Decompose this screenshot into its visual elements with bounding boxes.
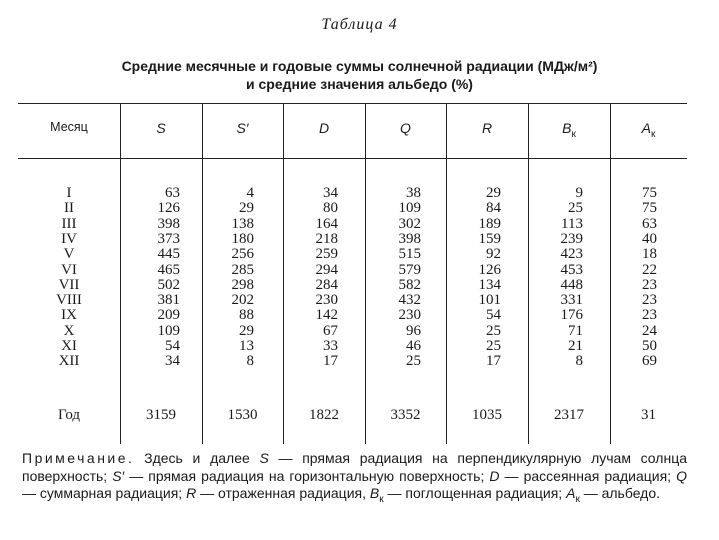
d-cell: 33 xyxy=(323,338,338,354)
d-cell: 294 xyxy=(315,261,338,278)
total-q: 3352 xyxy=(390,407,421,423)
q-cell: 398 xyxy=(398,230,421,247)
total-d: 1822 xyxy=(309,407,339,423)
table-note: Примечание. Здесь и далее S — прямая радиация на перпендикулярную лучам солнца поверхность; S′ — прямая радиация на горизонтальную поверхность; D — рассеянная радиация; Q — суммарная радиация; R — отраженная радиация, $B_к$ — поглощенная радиация; $A_к$ — альбедо. xyxy=(22,450,687,505)
r-cell: 29 xyxy=(486,185,501,201)
d-cell: 34 xyxy=(323,185,338,201)
month-cell: II xyxy=(64,200,74,217)
d-cell: 17 xyxy=(323,353,338,370)
a-cell: 75 xyxy=(642,185,657,201)
s-prime-cell: 256 xyxy=(231,246,254,263)
a-cell: 63 xyxy=(642,215,657,232)
d-cell: 164 xyxy=(315,215,338,232)
s-prime-cell: 202 xyxy=(231,292,254,309)
table-row xyxy=(0,247,719,262)
s-cell: 63 xyxy=(165,185,180,201)
table-title-line-2: и средние значения альбедо (%) xyxy=(246,76,473,92)
table-row xyxy=(0,232,719,247)
s-prime-cell: 29 xyxy=(239,200,254,217)
month-cell: XII xyxy=(58,353,80,370)
r-cell: 54 xyxy=(486,307,501,324)
month-cell: IX xyxy=(61,307,77,324)
s-cell: 502 xyxy=(157,276,180,293)
table-row xyxy=(0,278,719,293)
header-b: $B_к$ xyxy=(562,120,576,140)
month-cell: VII xyxy=(58,276,80,293)
d-cell: 80 xyxy=(323,200,338,217)
d-cell: 67 xyxy=(323,322,338,339)
month-cell: I xyxy=(66,185,72,201)
s-cell: 126 xyxy=(157,200,180,217)
r-cell: 92 xyxy=(486,246,501,263)
header-s: S xyxy=(156,120,166,136)
a-cell: 23 xyxy=(642,292,657,309)
s-cell: 445 xyxy=(157,246,180,263)
total-b: 2317 xyxy=(554,407,584,423)
s-cell: 54 xyxy=(165,338,180,354)
s-prime-cell: 88 xyxy=(239,307,254,324)
d-cell: 218 xyxy=(315,230,338,247)
month-cell: VI xyxy=(61,261,77,278)
s-prime-cell: 180 xyxy=(231,230,254,247)
q-cell: 515 xyxy=(398,246,421,263)
table-row xyxy=(0,354,719,369)
s-cell: 373 xyxy=(157,230,180,247)
table-row xyxy=(0,186,719,201)
header-a: $A_к$ xyxy=(641,120,656,140)
q-cell: 25 xyxy=(406,353,421,370)
a-cell: 69 xyxy=(642,353,657,370)
month-cell: XI xyxy=(61,338,77,354)
b-cell: 21 xyxy=(568,338,583,354)
a-cell: 75 xyxy=(642,200,657,217)
b-cell: 176 xyxy=(560,307,583,324)
s-cell: 381 xyxy=(157,292,180,309)
s-prime-cell: 298 xyxy=(231,276,254,293)
d-cell: 284 xyxy=(315,276,338,293)
total-row xyxy=(0,408,719,423)
s-cell: 398 xyxy=(157,215,180,232)
r-cell: 126 xyxy=(478,261,501,278)
s-prime-cell: 29 xyxy=(239,322,254,339)
q-cell: 302 xyxy=(398,215,421,232)
s-cell: 34 xyxy=(165,353,180,370)
total-label: Год xyxy=(57,407,81,423)
r-cell: 189 xyxy=(478,215,501,232)
table-top-rule xyxy=(18,103,687,104)
month-cell: III xyxy=(61,215,77,232)
r-cell: 25 xyxy=(486,338,501,354)
month-cell: VIII xyxy=(56,292,82,309)
table-row xyxy=(0,263,719,278)
q-cell: 46 xyxy=(406,338,421,354)
q-cell: 38 xyxy=(406,185,421,201)
header-month: Месяц xyxy=(50,120,88,134)
table-row xyxy=(0,201,719,216)
b-cell: 453 xyxy=(560,261,583,278)
month-cell: IV xyxy=(61,230,77,247)
q-cell: 432 xyxy=(398,292,421,309)
total-s-prime: 1530 xyxy=(227,407,258,423)
s-prime-cell: 285 xyxy=(231,261,254,278)
table-row xyxy=(0,217,719,232)
d-cell: 230 xyxy=(315,292,338,309)
s-cell: 109 xyxy=(157,322,180,339)
header-s-prime: S′ xyxy=(236,120,249,136)
total-a: 31 xyxy=(641,407,656,423)
b-cell: 71 xyxy=(568,322,583,339)
b-cell: 239 xyxy=(560,230,583,247)
table-header-rule xyxy=(18,158,687,159)
a-cell: 50 xyxy=(642,338,657,354)
month-cell: V xyxy=(63,246,75,263)
table-caption: Таблица 4 xyxy=(321,16,398,33)
a-cell: 24 xyxy=(642,322,657,339)
q-cell: 109 xyxy=(398,200,421,217)
b-cell: 448 xyxy=(560,276,583,293)
a-cell: 40 xyxy=(642,230,657,247)
b-cell: 113 xyxy=(561,215,583,232)
s-prime-cell: 4 xyxy=(246,185,254,201)
b-cell: 9 xyxy=(575,185,583,201)
q-cell: 230 xyxy=(398,307,421,324)
s-prime-cell: 13 xyxy=(239,338,254,354)
s-cell: 465 xyxy=(157,261,180,278)
table-row xyxy=(0,293,719,308)
table-row xyxy=(0,308,719,323)
b-cell: 8 xyxy=(575,353,583,370)
d-cell: 142 xyxy=(315,307,338,324)
b-cell: 25 xyxy=(568,200,583,217)
header-r: R xyxy=(481,120,493,136)
total-r: 1035 xyxy=(472,407,502,423)
r-cell: 84 xyxy=(486,200,501,217)
q-cell: 96 xyxy=(406,322,421,339)
b-cell: 331 xyxy=(560,292,583,309)
a-cell: 22 xyxy=(642,261,657,278)
a-cell: 23 xyxy=(642,276,657,293)
r-cell: 101 xyxy=(478,292,501,309)
s-prime-cell: 138 xyxy=(231,215,254,232)
r-cell: 134 xyxy=(478,276,501,293)
q-cell: 582 xyxy=(398,276,421,293)
q-cell: 579 xyxy=(398,261,421,278)
table-row xyxy=(0,324,719,339)
month-cell: X xyxy=(63,322,75,339)
header-d: D xyxy=(318,120,330,136)
r-cell: 17 xyxy=(486,353,501,370)
a-cell: 23 xyxy=(642,307,657,324)
r-cell: 25 xyxy=(486,322,501,339)
a-cell: 18 xyxy=(642,246,657,263)
table-row xyxy=(0,339,719,354)
b-cell: 423 xyxy=(560,246,583,263)
s-prime-cell: 8 xyxy=(246,353,254,370)
r-cell: 159 xyxy=(478,230,501,247)
s-cell: 209 xyxy=(157,307,180,324)
d-cell: 259 xyxy=(315,246,338,263)
header-q: Q xyxy=(400,120,411,136)
table-title-line-1: Средние месячные и годовые суммы солнечной радиации (МДж/м²) xyxy=(121,58,598,74)
total-s: 3159 xyxy=(146,407,176,423)
